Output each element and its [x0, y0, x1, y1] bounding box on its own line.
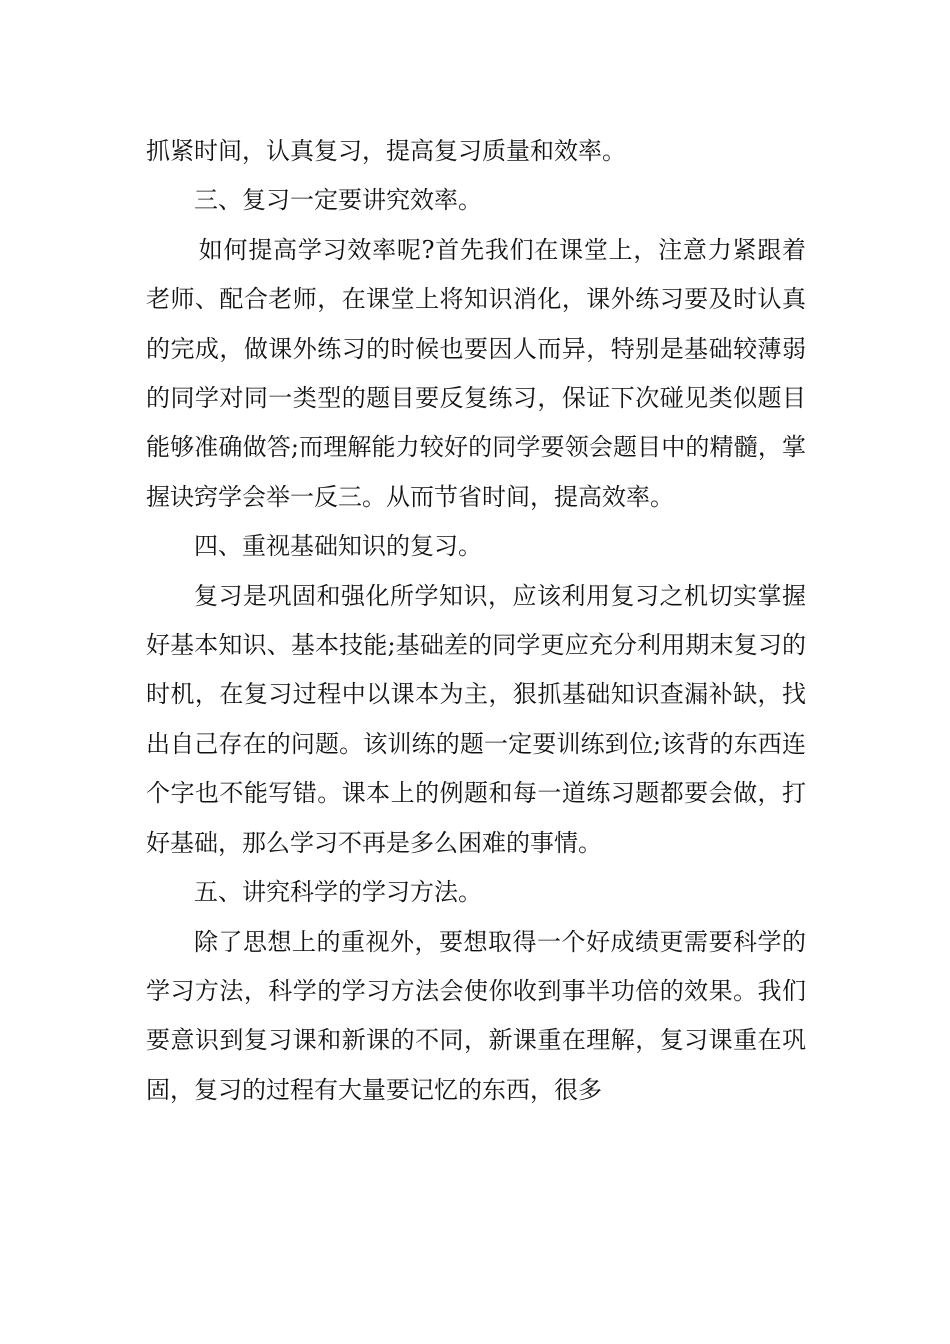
- section-heading-5: 五、讲究科学的学习方法。: [194, 878, 482, 907]
- body-paragraph-efficiency: 如何提高学习效率呢?首先我们在课堂上，注意力紧跟着老师、配合老师，在课堂上将知识消化，课外练习要及时认真的完成，做课外练习的时候也要因人而异，特别是基础较薄弱的同学对同一类型的题目要反复练习，保证下次碰见类似题目能够准确做答;而理解能力较好的同学要领会题目中的精髓，掌握诀窍学会举一反三。从而节省时间，提高效率。: [146, 235, 806, 511]
- body-paragraph-methods: 除了思想上的重视外，要想取得一个好成绩更需要科学的学习方法，科学的学习方法会使你收到事半功倍的效果。我们要意识到复习课和新课的不同，新课重在理解，复习课重在巩固，复习的过程有大量要记忆的东西，很多: [146, 927, 806, 1104]
- body-paragraph-basics: 复习是巩固和强化所学知识，应该利用复习之机切实掌握好基本知识、基本技能;基础差的同学更应充分利用期末复习的时机，在复习过程中以课本为主，狠抓基础知识查漏补缺，找出自己存在的问题。该训练的题一定要训练到位;该背的东西连个字也不能写错。课本上的例题和每一道练习题都要会做，打好基础，那么学习不再是多么困难的事情。: [146, 581, 806, 857]
- paragraph-continuation: 抓紧时间，认真复习，提高复习质量和效率。: [146, 137, 626, 165]
- document-page: [146, 127, 806, 1115]
- section-heading-3: 三、复习一定要讲究效率。: [194, 186, 482, 215]
- section-heading-4: 四、重视基础知识的复习。: [194, 532, 482, 561]
